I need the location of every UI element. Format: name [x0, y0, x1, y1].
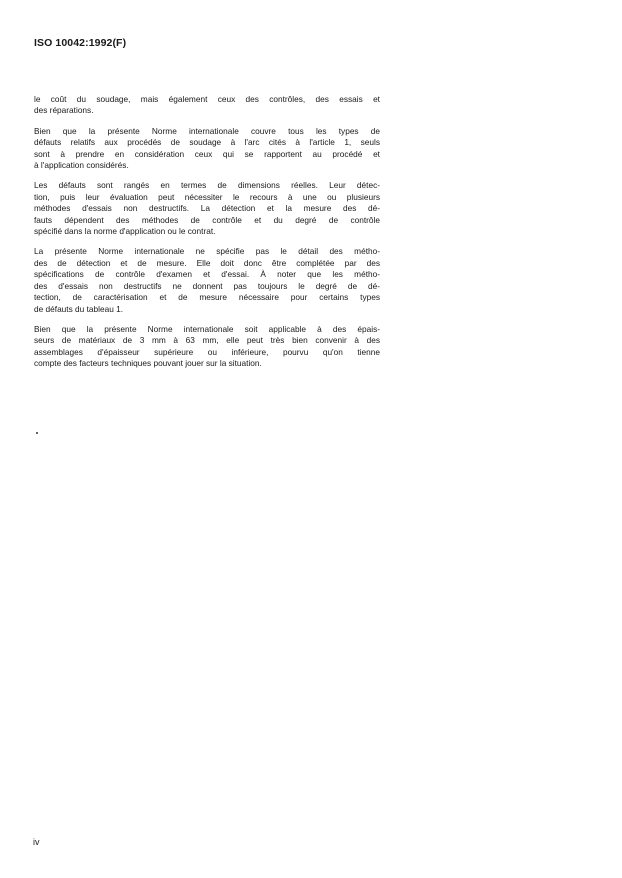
text-line: Bien que la présente Norme internationale couvre tous les types de: [34, 125, 380, 136]
text-line: défauts relatifs aux procédés de soudage à l'arc cités à l'article 1, seuls: [34, 137, 380, 148]
text-line: des d'essais non destructifs ne donnent pas toujours le degré de dé-: [34, 280, 380, 291]
body-text: [34, 94, 380, 379]
text-line: spécifié dans la norme d'application ou le contrat.: [34, 226, 216, 237]
text-line: fauts dépendent des méthodes de contrôle et du degré de contrôle: [34, 214, 380, 225]
text-line: tion, puis leur évaluation peut nécessiter le recours à une ou plusieurs: [34, 191, 380, 202]
paragraph-3: [34, 180, 380, 237]
text-line: des de détection et de mesure. Elle doit donc être complétée par des: [34, 257, 380, 268]
stray-mark: [36, 432, 38, 434]
text-line: seurs de matériaux de 3 mm à 63 mm, elle peut très bien convenir à des: [34, 335, 380, 346]
paragraph-2: [34, 126, 380, 172]
paragraph-4: [34, 246, 380, 314]
text-line: La présente Norme internationale ne spécifie pas le détail des métho-: [34, 246, 380, 257]
text-line: compte des facteurs techniques pouvant jouer sur la situation.: [34, 358, 262, 369]
paragraph-1: [34, 94, 380, 117]
text-line: assemblages d'épaisseur supérieure ou inférieure, pourvu qu'on tienne: [34, 346, 380, 357]
text-line: de défauts du tableau 1.: [34, 303, 124, 314]
page-number: iv: [33, 837, 40, 847]
standard-identifier: ISO 10042:1992(F): [34, 37, 127, 49]
text-line: Bien que la présente Norme internationale soit applicable à des épais-: [34, 323, 380, 334]
text-line: spécifications de contrôle d'examen et d'essai. À noter que les métho-: [34, 269, 380, 280]
text-line: méthodes d'essais non destructifs. La détection et la mesure des dé-: [34, 203, 380, 214]
text-line: sont à prendre en considération ceux qui se rapportent au procédé et: [34, 148, 380, 159]
text-line: le coût du soudage, mais également ceux des contrôles, des essais et: [34, 94, 380, 104]
text-line: à l'application considérés.: [34, 160, 129, 171]
text-line: Les défauts sont rangés en termes de dimensions réelles. Leur détec-: [34, 180, 380, 191]
text-line: des réparations.: [34, 105, 94, 116]
paragraph-5: [34, 324, 380, 370]
text-line: tection, de caractérisation et de mesure nécessaire pour certains types: [34, 292, 380, 303]
